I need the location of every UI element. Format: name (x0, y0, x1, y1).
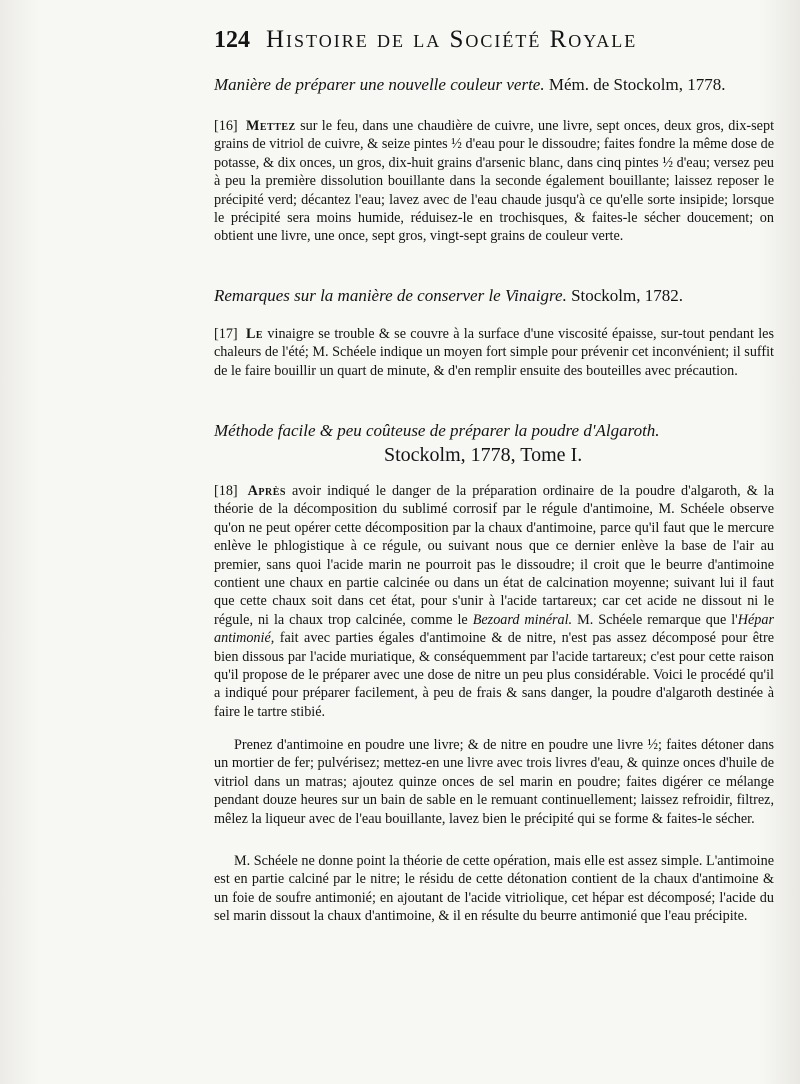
italic-term: Bezoard minéral. (472, 611, 573, 628)
paragraph-18 (214, 482, 774, 721)
paragraph-theory: M. Schéele ne donne point la théorie de cette opération, mais elle est assez simple. L'antimoine est en partie calciné par le nitre; le résidu de cette détonation contient de la chaux d'antimoine & un foie de soufre antimonié; en ajoutant de l'acide vitriolique, cet hépar est décomposé; l'acide du sel marin dissout la chaux d'antimoine, & il en résulte du beurre antimonié que l'eau précipite. (214, 853, 774, 925)
section-title-italic: Manière de préparer une nouvelle couleur verte. (214, 75, 545, 94)
paragraph-number: [17] (214, 326, 238, 342)
paragraph-17 (214, 325, 774, 380)
lead-word: Mettez (245, 118, 296, 134)
page-number: 124 (214, 27, 250, 53)
running-title: Histoire de la Société Royale (266, 26, 638, 53)
paragraph-recipe: Prenez d'antimoine en poudre une livre; & de nitre en poudre une livre ½; faites détoner dans un mortier de fer; pulvérisez; mettez-en une livre avec trois livres d'eau, & quinze onces d'huile de vitriol dans un matras; ajoutez quinze onces de sel marin en poudre; faites digérer ce mélange pendant douze heures sur un bain de sable en le remuant continuellement; laissez refroidir, filtrez, mêlez la liqueur avec de l'eau bouillante, lavez bien le précipité qui se forme & faites-le sécher. (214, 737, 774, 827)
italic-term: Hépar antimonié, (214, 611, 775, 647)
section-title-couleur-verte (214, 74, 774, 96)
section-title-algaroth (214, 420, 774, 442)
section-title-italic: Remarques sur la manière de conserver le Vinaigre. (214, 286, 567, 305)
lead-word: Le (245, 326, 264, 342)
paragraph-16 (214, 117, 774, 246)
section-title-italic: Méthode facile & peu coûteuse de préparer la poudre d'Algaroth. (214, 421, 660, 440)
paragraph-number: [18] (214, 483, 238, 499)
section-title-source: Stockolm, 1778, Tome I. (384, 444, 583, 466)
paragraph-number: [16] (214, 118, 238, 134)
paragraph-text: vinaigre se trouble & se couvre à la surface d'une viscosité épaisse, sur-tout pendant les chaleurs de l'été; M. Schéele indique un moyen fort simple pour prévenir cet inconvénient; il suffit de le faire bouillir un quart de minute, & d'en remplir ensuite des bouteilles avec précaution. (214, 326, 774, 379)
paragraph-text: avoir indiqué le danger de la préparation ordinaire de la poudre d'algaroth, & la théorie de la décomposition du sublimé corrosif par le régule d'antimoine, M. Schéele observe qu'on ne peut opérer cette décomposition par la chaux d'antimoine, parce qu'il faut que le mercure enlève le phlogistique à ce régule, ou suivant nous que ce dernier enlève la base de l'air au premier, sans quoi l'acide marin ne pourroit pas le dissoudre; il croit que le beurre d'antimoine contient une chaux en partie calcinée ou dans un état de calcination moyenne; suivant lui il faut que cette chaux soit dans cet état, pour s'unir à l'acide tartareux; car cet acide ne dissout ni le régule, ni la chaux trop calcinée, comme le (214, 483, 775, 628)
section-title-source: Mém. de Stockolm, 1778. (548, 75, 726, 94)
section-title-vinaigre (214, 285, 774, 307)
paragraph-text: sur le feu, dans une chaudière de cuivre, une livre, sept onces, deux gros, dix-sept grains de vitriol de cuivre, & seize pintes ½ d'eau pour le dissoudre; faites fondre la même dose de potasse, & dix onces, un gros, dix-huit grains d'arsenic blanc, dans cinq pintes ½ d'eau; versez peu à peu la première dissolution bouillante dans la seconde également bouillante; laissez reposer le précipité verd; décantez l'eau; lavez avec de l'eau chaude jusqu'à ce qu'elle sorte insipide; lorsque le précipité sera moins humide, réduisez-le en trochisques, & faites-le sécher doucement; on obtient une livre, une once, sept gros, vingt-sept grains de couleur verte. (214, 118, 775, 245)
paragraph-text: fait avec parties égales d'antimoine & de nitre, n'est pas assez décomposé pour être bien dissous par l'acide muriatique, & conséquemment par l'acide tartareux; c'est pour cette raison qu'il propose de le préparer avec une dose de nitre un peu plus considérable. Voici le procédé qu'il a indiqué pour préparer facilement, à peu de frais & sans danger, la poudre d'algaroth destinée à faire le tartre stibié. (214, 630, 775, 720)
page-header (214, 26, 774, 54)
paragraph-text: M. Schéele remarque que l' (577, 611, 738, 628)
lead-word: Après (247, 483, 286, 499)
section-title-source: Stockolm, 1782. (571, 286, 683, 305)
